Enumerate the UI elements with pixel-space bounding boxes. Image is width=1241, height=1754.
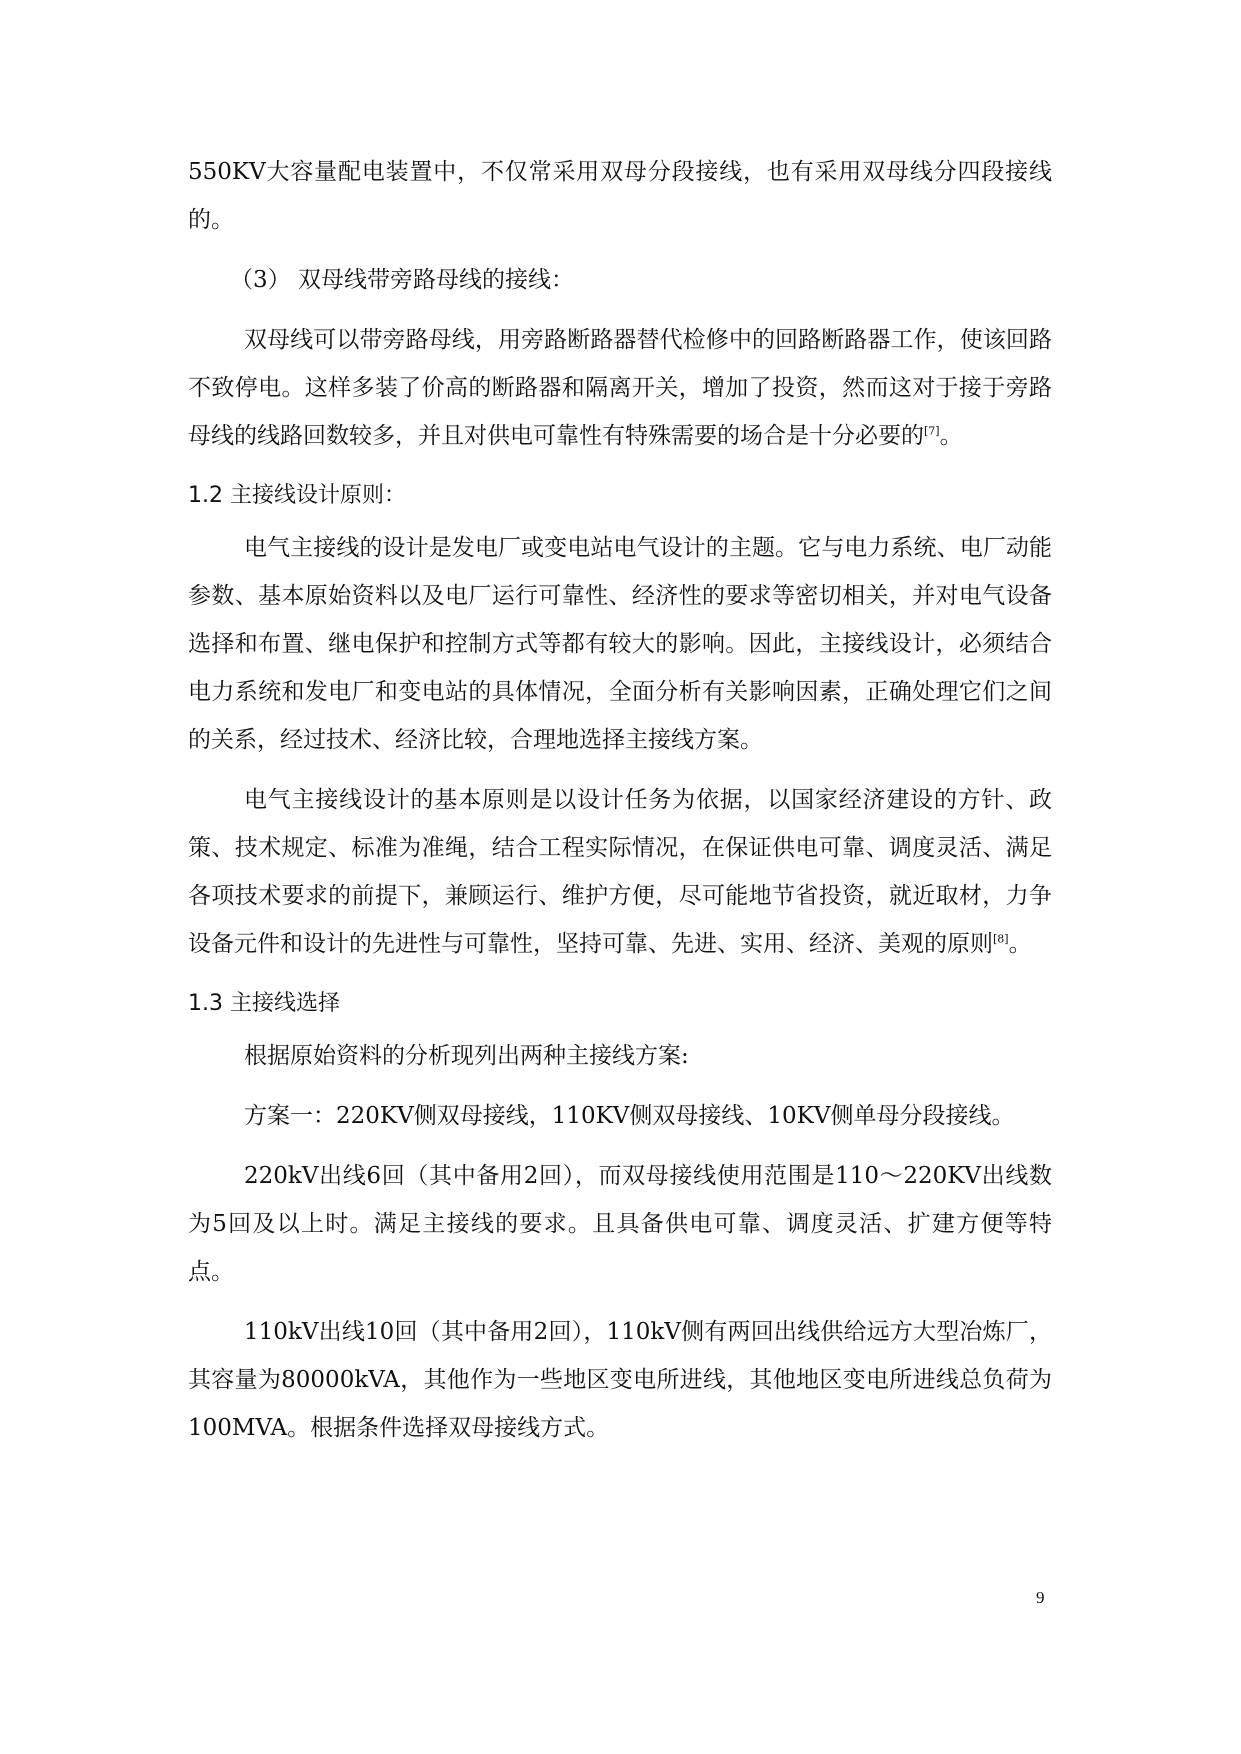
citation-ref-7: [7]: [924, 424, 940, 438]
list-item-3: （3） 双母线带旁路母线的接线：: [230, 267, 574, 293]
paragraph-end: 。: [1008, 931, 1032, 957]
paragraph-220kv: 220kV出线6回（其中备用2回），而双母接线使用范围是110～220KV出线数为5回及以上时。满足主接线的要求。且具备供电可靠、调度灵活、扩建方便等特点。: [188, 1163, 1052, 1285]
section-heading-1-3: 1.3 主接线选择: [188, 991, 340, 1016]
document-body: [188, 148, 1052, 1464]
paragraph-design-principles: [188, 776, 1052, 968]
page-number: 9: [1036, 1588, 1045, 1607]
paragraph-110kv: 110kV出线10回（其中备用2回），110kV侧有两回出线供给远方大型冶炼厂，其容量为80000kVA，其他作为一些地区变电所进线，其他地区变电所进线总负荷为100MVA。根据条件选择双母接线方式。: [188, 1319, 1052, 1441]
paragraph-continuation: 550KV大容量配电装置中，不仅常采用双母分段接线，也有采用双母线分四段接线的。: [188, 159, 1052, 233]
paragraph-design-topic: 电气主接线的设计是发电厂或变电站电气设计的主题。它与电力系统、电厂动能参数、基本原始资料以及电厂运行可靠性、经济性的要求等密切相关，并对电气设备选择和布置、继电保护和控制方式等都有较大的影响。因此，主接线设计，必须结合电力系统和发电厂和变电站的具体情况，全面分析有关影响因素，正确处理它们之间的关系，经过技术、经济比较，合理地选择主接线方案。: [188, 535, 1052, 753]
paragraph-intro-schemes: 根据原始资料的分析现列出两种主接线方案:: [244, 1043, 689, 1069]
paragraph-text: 电气主接线设计的基本原则是以设计任务为依据，以国家经济建设的方针、政策、技术规定、标准为准绳，结合工程实际情况，在保证供电可靠、调度灵活、满足各项技术要求的前提下，兼顾运行、维护方便，尽可能地节省投资，就近取材，力争设备元件和设计的先进性与可靠性，坚持可靠、先进、实用、经济、美观的原则: [188, 787, 1052, 957]
paragraph-scheme-one: 方案一：220KV侧双母接线，110KV侧双母接线、10KV侧单母分段接线。: [244, 1103, 1015, 1129]
paragraph-bypass-bus: [188, 316, 1052, 460]
citation-ref-8: [8]: [993, 932, 1009, 946]
paragraph-text: 双母线可以带旁路母线，用旁路断路器替代检修中的回路断路器工作，使该回路不致停电。这样多装了价高的断路器和隔离开关，增加了投资，然而这对于接于旁路母线的线路回数较多，并且对供电可靠性有特殊需要的场合是十分必要的: [188, 327, 1052, 449]
paragraph-end: 。: [939, 423, 963, 449]
section-heading-1-2: 1.2 主接线设计原则：: [188, 483, 406, 508]
